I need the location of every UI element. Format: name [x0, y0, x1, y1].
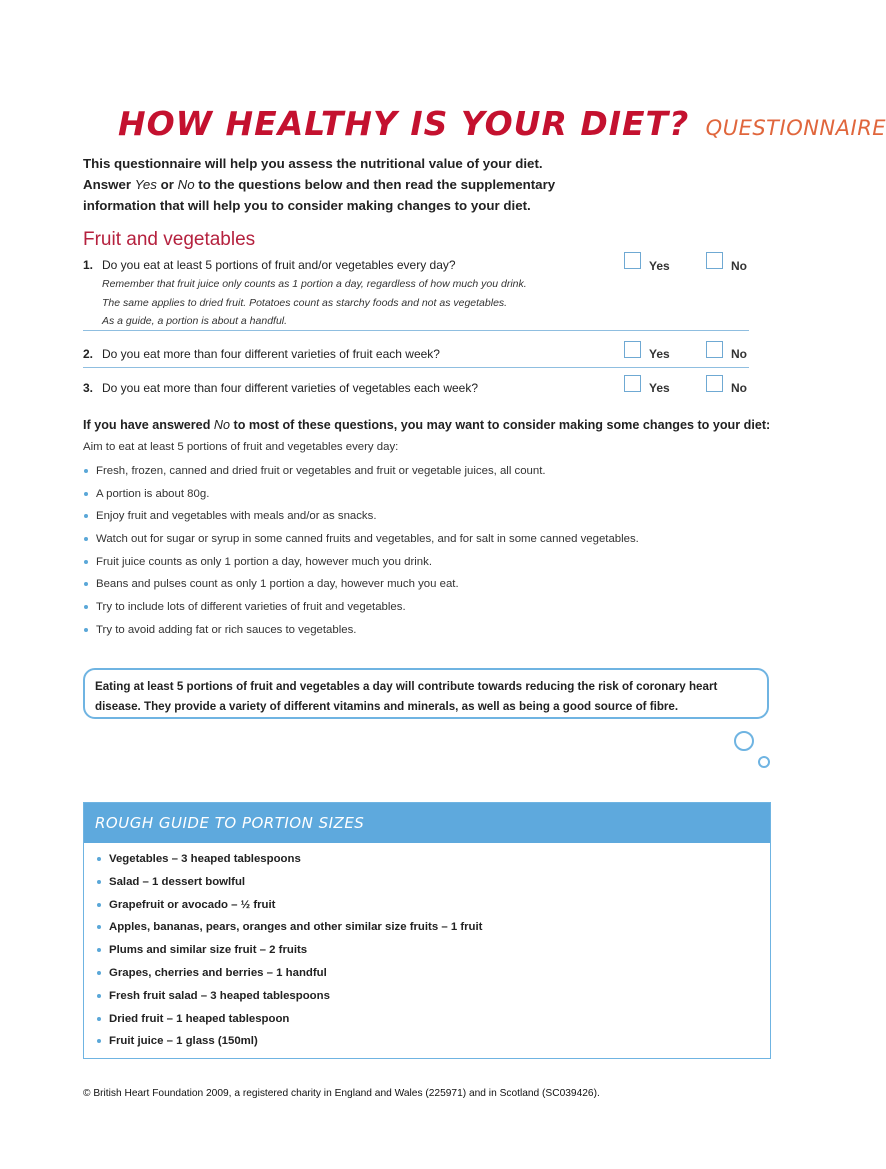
q3-no-label: No: [731, 381, 747, 395]
title-main: HOW HEALTHY IS YOUR DIET?: [118, 104, 690, 143]
intro-text-part: or: [156, 177, 178, 192]
title-sub: QUESTIONNAIRE: [705, 116, 886, 140]
question-1: [83, 258, 456, 272]
list-item: Fruit juice – 1 glass (150ml): [96, 1033, 482, 1056]
intro-text-part: Answer: [83, 177, 135, 192]
advice-heading-part: If you have answered: [83, 418, 214, 432]
list-item: Beans and pulses count as only 1 portion a day, however much you eat.: [83, 576, 639, 599]
list-item: Grapes, cherries and berries – 1 handful: [96, 965, 482, 988]
portion-guide-header: [84, 803, 770, 843]
list-item: A portion is about 80g.: [83, 486, 639, 509]
portion-guide-box: [83, 802, 771, 1059]
section-heading: Fruit and vegetables: [83, 229, 256, 250]
q2-no-checkbox[interactable]: [706, 341, 723, 358]
list-item: Dried fruit – 1 heaped tablespoon: [96, 1011, 482, 1034]
question-3: [83, 381, 478, 395]
q1-no-label: No: [731, 259, 747, 273]
q3-yes-checkbox[interactable]: [624, 375, 641, 392]
callout-line-2: disease. They provide a variety of different vitamins and minerals, as well as being a good source of fibre.: [95, 700, 679, 713]
callout-bubble: [83, 668, 769, 719]
intro-yes: Yes: [134, 177, 157, 192]
q3-yes-label: Yes: [649, 381, 670, 395]
question-2: [83, 347, 440, 361]
list-item: Try to avoid adding fat or rich sauces to vegetables.: [83, 622, 639, 645]
intro-text-part: to the questions below and then read the supplementary: [194, 177, 556, 192]
question-text: Do you eat more than four different varieties of fruit each week?: [102, 347, 440, 361]
list-item: Watch out for sugar or syrup in some canned fruits and vegetables, and for salt in some canned vegetables.: [83, 531, 639, 554]
divider: [83, 330, 749, 331]
divider: [83, 367, 749, 368]
callout-line-1: Eating at least 5 portions of fruit and vegetables a day will contribute towards reducing the risk of coronary heart: [95, 680, 718, 693]
q3-no-checkbox[interactable]: [706, 375, 723, 392]
list-item: Plums and similar size fruit – 2 fruits: [96, 942, 482, 965]
q1-no-checkbox[interactable]: [706, 252, 723, 269]
advice-heading-part: to most of these questions, you may want to consider making some changes to your diet:: [230, 418, 771, 432]
question-1-notes: [102, 275, 527, 331]
intro-no: No: [177, 177, 195, 192]
thought-bubble-circle-large: [734, 731, 754, 751]
list-item: Try to include lots of different varieties of fruit and vegetables.: [83, 599, 639, 622]
advice-heading: [83, 418, 770, 432]
question-number: 1.: [83, 258, 94, 272]
list-item: Salad – 1 dessert bowlful: [96, 874, 482, 897]
note-line: As a guide, a portion is about a handful.: [102, 315, 288, 327]
list-item: Apples, bananas, pears, oranges and other similar size fruits – 1 fruit: [96, 919, 482, 942]
q2-yes-checkbox[interactable]: [624, 341, 641, 358]
intro-line-2: [83, 174, 683, 195]
list-item: Fruit juice counts as only 1 portion a day, however much you drink.: [83, 554, 639, 577]
note-line: Remember that fruit juice only counts as 1 portion a day, regardless of how much you drink.: [102, 278, 527, 290]
question-text: Do you eat more than four different varieties of vegetables each week?: [102, 381, 479, 395]
thought-bubble-circle-small: [758, 756, 770, 768]
list-item: Grapefruit or avocado – ½ fruit: [96, 897, 482, 920]
advice-heading-no: No: [213, 418, 230, 432]
question-number: 3.: [83, 381, 94, 395]
advice-list: [83, 463, 639, 645]
advice-aim: Aim to eat at least 5 portions of fruit and vegetables every day:: [83, 441, 399, 453]
intro-line-1: This questionnaire will help you assess the nutritional value of your diet.: [83, 156, 543, 171]
list-item: Fresh, frozen, canned and dried fruit or vegetables and fruit or vegetable juices, all count.: [83, 463, 639, 486]
portion-guide-title: ROUGH GUIDE TO PORTION SIZES: [95, 814, 365, 832]
q2-no-label: No: [731, 347, 747, 361]
note-line: The same applies to dried fruit. Potatoes count as starchy foods and not as vegetables.: [102, 296, 508, 309]
list-item: Fresh fruit salad – 3 heaped tablespoons: [96, 988, 482, 1011]
intro-text: [83, 153, 683, 216]
q1-yes-checkbox[interactable]: [624, 252, 641, 269]
page-title: [118, 104, 886, 143]
list-item: Vegetables – 3 heaped tablespoons: [96, 851, 482, 874]
portion-guide-list: [96, 851, 482, 1056]
footer-copyright: © British Heart Foundation 2009, a registered charity in England and Wales (225971) and in Scotland (SC039426).: [83, 1088, 600, 1099]
q1-yes-label: Yes: [649, 259, 670, 273]
intro-line-3: information that will help you to consider making changes to your diet.: [83, 198, 531, 213]
list-item: Enjoy fruit and vegetables with meals and/or as snacks.: [83, 508, 639, 531]
question-text: Do you eat at least 5 portions of fruit and/or vegetables every day?: [102, 258, 456, 272]
question-number: 2.: [83, 347, 94, 361]
q2-yes-label: Yes: [649, 347, 670, 361]
